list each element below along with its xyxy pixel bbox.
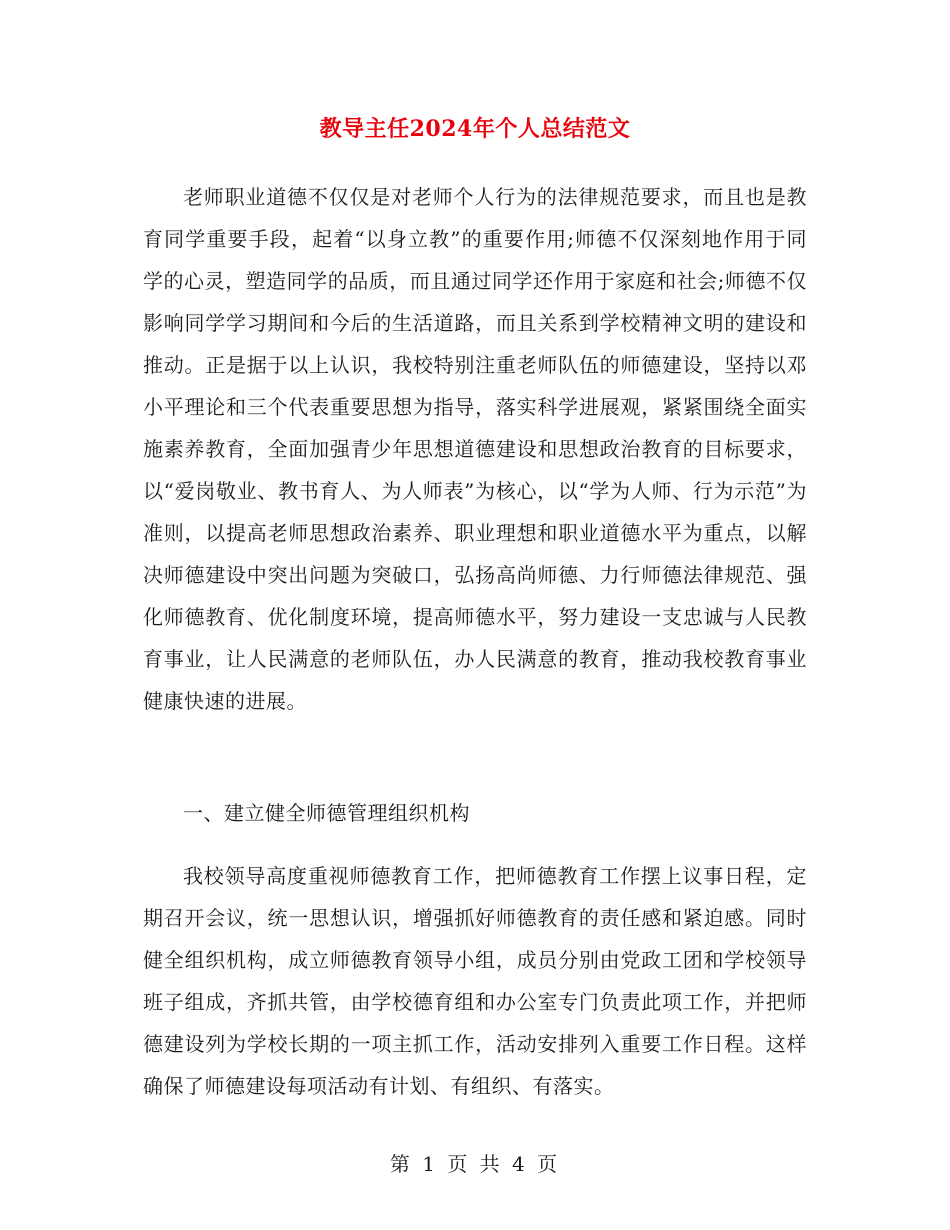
body-paragraph-2: 我校领导高度重视师德教育工作，把师德教育工作摆上议事日程，定期召开会议，统一思想认识，增强抓好师德教育的责任感和紧迫感。同时健全组织机构，成立师德教育领导小组，成员分别由党政工团和学校领导班子组成，齐抓共管，由学校德育组和办公室专门负责此项工作，并把师德建设列为学校长期的一项主抓工作，活动安排列入重要工作日程。这样确保了师德建设每项活动有计划、有组织、有落实。 bbox=[143, 864, 807, 1098]
section-heading-1: 一、建立健全师德管理组织机构 bbox=[183, 801, 470, 825]
page-number-footer: 第 1 页 共 4 页 bbox=[389, 1152, 561, 1176]
body-paragraph-1: 老师职业道德不仅仅是对老师个人行为的法律规范要求，而且也是教育同学重要手段，起着“以身立教”的重要作用;师德不仅深刻地作用于同学的心灵，塑造同学的品质，而且通过同学还作用于家庭和社会;师德不仅影响同学学习期间和今后的生活道路，而且关系到学校精神文明的建设和推动。正是据于以上认识，我校特别注重老师队伍的师德建设，坚持以邓小平理论和三个代表重要思想为指导，落实科学进展观，紧紧围绕全面实施素养教育，全面加强青少年思想道德建设和思想政治教育的目标要求，以“爱岗敬业、教书育人、为人师表”为核心，以“学为人师、行为示范”为准则，以提高老师思想政治素养、职业理想和职业道德水平为重点，以解决师德建设中突出问题为突破口，弘扬高尚师德、力行师德法律规范、强化师德教育、优化制度环境，提高师德水平，努力建设一支忠诚与人民教育事业，让人民满意的老师队伍，办人民满意的教育，推动我校教育事业健康快速的进展。 bbox=[143, 185, 807, 713]
document-title: 教导主任2024年个人总结范文 bbox=[319, 116, 631, 142]
